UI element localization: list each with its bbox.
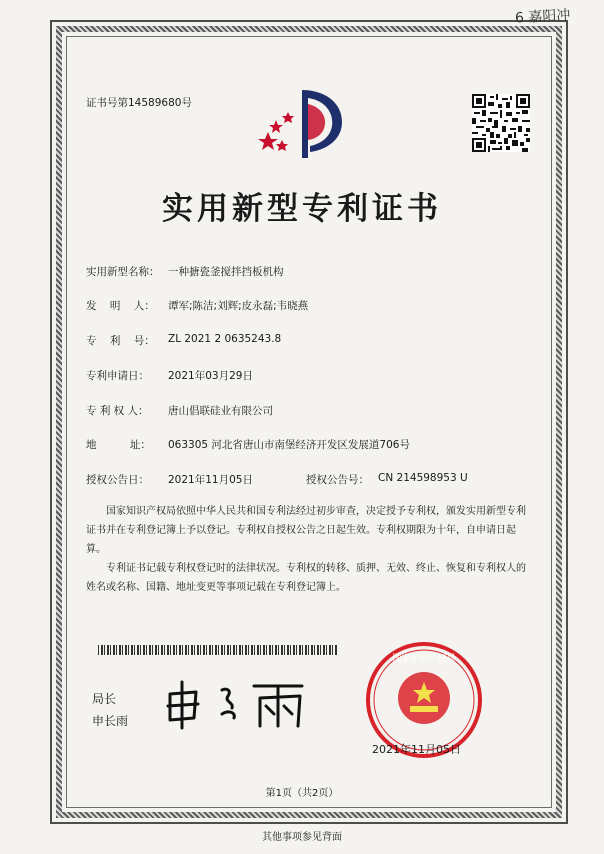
patent-number-label: 专 利 号： (86, 335, 155, 347)
address-label: 地 址： (86, 439, 151, 451)
announce-date-value: 2021年11月05日 (168, 474, 253, 486)
seal-text: 国家知识产权局 (392, 654, 456, 664)
director-title: 局长 (92, 692, 117, 706)
footer-note: 其他事项参见背面 (262, 832, 342, 843)
patentee-value: 唐山倡联硅业有限公司 (168, 405, 273, 417)
filing-date-label: 专利申请日： (86, 370, 149, 382)
inventor-label: 发 明 人： (86, 300, 155, 312)
inventor-value: 谭军;陈洁;刘辉;皮永磊;韦晓燕 (168, 300, 309, 312)
legal-status-statement: 专利证书记载专利权登记时的法律状况。专利权的转移、质押、无效、终止、恢复和专利权人的姓名或名称、国籍、地址变更等事项记载在专利登记簿上。 (86, 563, 526, 593)
logo-star-icon (258, 132, 278, 150)
grant-statement: 国家知识产权局依照中华人民共和国专利法经过初步审查，决定授予专利权，颁发实用新型专利证书并在专利登记簿上予以登记。专利权自授权公告之日起生效。专利权期限为十年，自申请日起算。 (86, 506, 526, 555)
certificate-number: 证书号第14589680号 (86, 97, 192, 109)
patentee-label: 专 利 权 人： (86, 405, 149, 417)
logo-star-icon (282, 112, 294, 123)
page-title: 实用新型专利证书 (162, 191, 442, 227)
announce-number-value: CN 214598953 U (378, 472, 468, 484)
patent-office-logo (258, 84, 350, 164)
barcode (98, 645, 338, 655)
filing-date-value: 2021年03月29日 (168, 370, 253, 382)
name-value: 一种搪瓷釜搅拌挡板机构 (168, 266, 284, 278)
handwritten-note: 6 嘉阳冲 (514, 7, 571, 27)
qr-code (472, 94, 530, 152)
name-label: 实用新型名称： (86, 266, 160, 278)
announce-date-label: 授权公告日： (86, 474, 149, 486)
director-signature (162, 676, 312, 732)
logo-star-icon (276, 140, 288, 151)
page-indicator: 第1页（共2页） (265, 788, 339, 799)
director-name: 申长雨 (92, 714, 129, 728)
logo-star-icon (269, 120, 283, 133)
announce-number-label: 授权公告号： (306, 474, 369, 486)
address-value: 063305 河北省唐山市南堡经济开发区发展道706号 (168, 439, 410, 451)
patent-number-value: ZL 2021 2 0635243.8 (168, 333, 282, 345)
seal-date: 2021年11月05日 (372, 743, 461, 756)
